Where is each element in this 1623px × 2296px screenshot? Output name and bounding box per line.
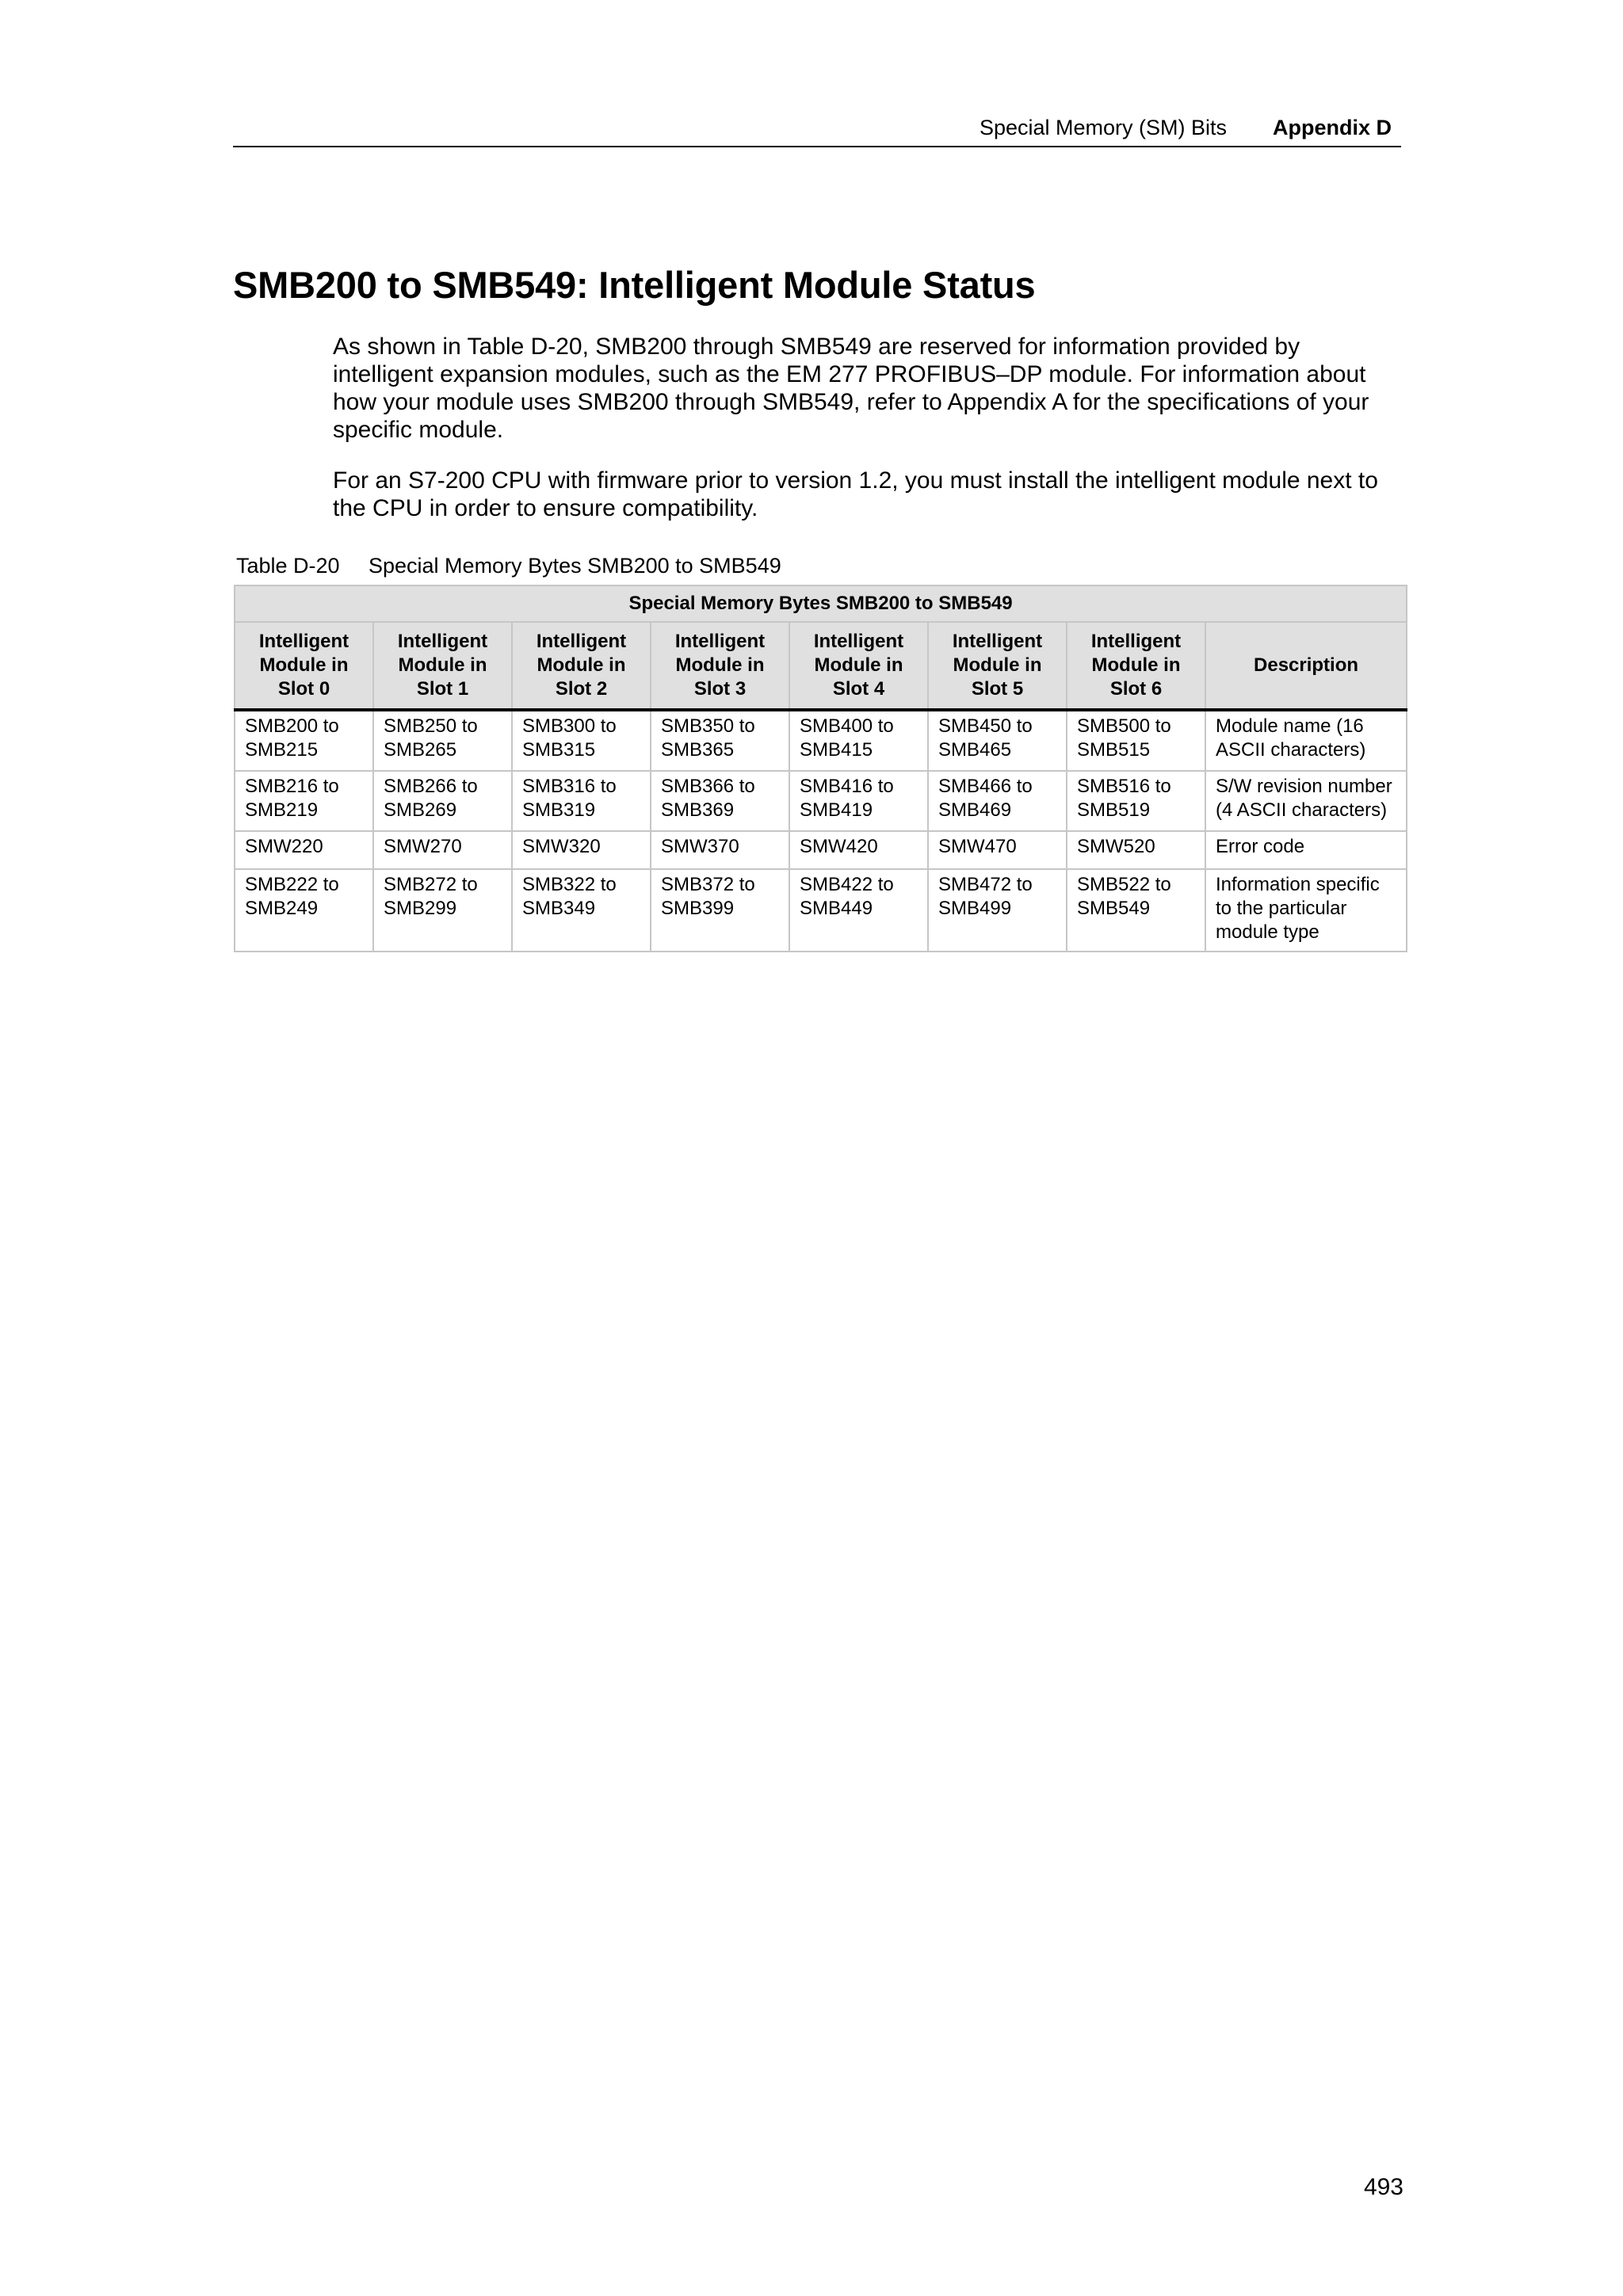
table-cell-description: Error code <box>1205 831 1407 869</box>
table-cell: SMB466 to SMB469 <box>928 771 1067 831</box>
column-header-slot-4: Intelligent Module in Slot 4 <box>789 622 928 710</box>
page-number: 493 <box>1363 2174 1403 2200</box>
table-cell: SMB472 to SMB499 <box>928 869 1067 952</box>
table-cell: SMW420 <box>789 831 928 869</box>
column-header-description: Description <box>1205 622 1407 710</box>
table-cell: SMB416 to SMB419 <box>789 771 928 831</box>
column-header-slot-6: Intelligent Module in Slot 6 <box>1067 622 1205 710</box>
table-cell: SMB316 to SMB319 <box>512 771 651 831</box>
table-row <box>235 869 1407 952</box>
table-cell: SMB300 to SMB315 <box>512 710 651 771</box>
compatibility-paragraph: For an S7-200 CPU with firmware prior to version 1.2, you must install the intelligent module next to the CPU in order to ensure compatibility. <box>333 467 1378 521</box>
table-cell: SMB272 to SMB299 <box>373 869 512 952</box>
table-cell: SMB372 to SMB399 <box>651 869 789 952</box>
table-cell: SMB266 to SMB269 <box>373 771 512 831</box>
table-cell: SMB422 to SMB449 <box>789 869 928 952</box>
table-caption-number: Table D-20 <box>236 554 340 578</box>
table-cell: SMB522 to SMB549 <box>1067 869 1205 952</box>
table-cell-description: S/W revision number (4 ASCII characters) <box>1205 771 1407 831</box>
smb-table <box>234 585 1407 952</box>
running-header <box>233 111 1401 147</box>
table-cell: SMW370 <box>651 831 789 869</box>
table-cell: SMB216 to SMB219 <box>235 771 373 831</box>
section-title: SMB200 to SMB549: Intelligent Module Status <box>233 264 1036 306</box>
table-cell: SMB200 to SMB215 <box>235 710 373 771</box>
column-header-slot-5: Intelligent Module in Slot 5 <box>928 622 1067 710</box>
table-caption <box>236 554 781 578</box>
table-cell: SMW520 <box>1067 831 1205 869</box>
table-cell: SMB450 to SMB465 <box>928 710 1067 771</box>
table-cell: SMB322 to SMB349 <box>512 869 651 952</box>
table-cell: SMB350 to SMB365 <box>651 710 789 771</box>
column-header-slot-2: Intelligent Module in Slot 2 <box>512 622 651 710</box>
table-caption-title: Special Memory Bytes SMB200 to SMB549 <box>369 554 781 578</box>
column-header-slot-1: Intelligent Module in Slot 1 <box>373 622 512 710</box>
table-cell: SMW220 <box>235 831 373 869</box>
table-cell-description: Information specific to the particular module type <box>1205 869 1407 952</box>
table-cell: SMW270 <box>373 831 512 869</box>
intro-paragraph: As shown in Table D-20, SMB200 through SMB549 are reserved for information provided by intelligent expansion modules, such as the EM 277 PROFIBUS–DP module. For information about how your module uses SMB200 through SMB549, refer to Appendix A for the specifications of your specific module. <box>333 334 1369 443</box>
table-cell: SMW470 <box>928 831 1067 869</box>
header-appendix-label: Appendix D <box>1272 116 1392 139</box>
table-cell: SMB400 to SMB415 <box>789 710 928 771</box>
table-row <box>235 831 1407 869</box>
column-header-slot-3: Intelligent Module in Slot 3 <box>651 622 789 710</box>
header-section-title: Special Memory (SM) Bits <box>979 116 1227 139</box>
table-cell: SMW320 <box>512 831 651 869</box>
table-banner: Special Memory Bytes SMB200 to SMB549 <box>235 585 1407 622</box>
table-row <box>235 771 1407 831</box>
table-row <box>235 710 1407 771</box>
column-header-slot-0: Intelligent Module in Slot 0 <box>235 622 373 710</box>
table-cell-description: Module name (16 ASCII characters) <box>1205 710 1407 771</box>
table-cell: SMB366 to SMB369 <box>651 771 789 831</box>
table-cell: SMB222 to SMB249 <box>235 869 373 952</box>
table-cell: SMB500 to SMB515 <box>1067 710 1205 771</box>
table-cell: SMB516 to SMB519 <box>1067 771 1205 831</box>
table-cell: SMB250 to SMB265 <box>373 710 512 771</box>
